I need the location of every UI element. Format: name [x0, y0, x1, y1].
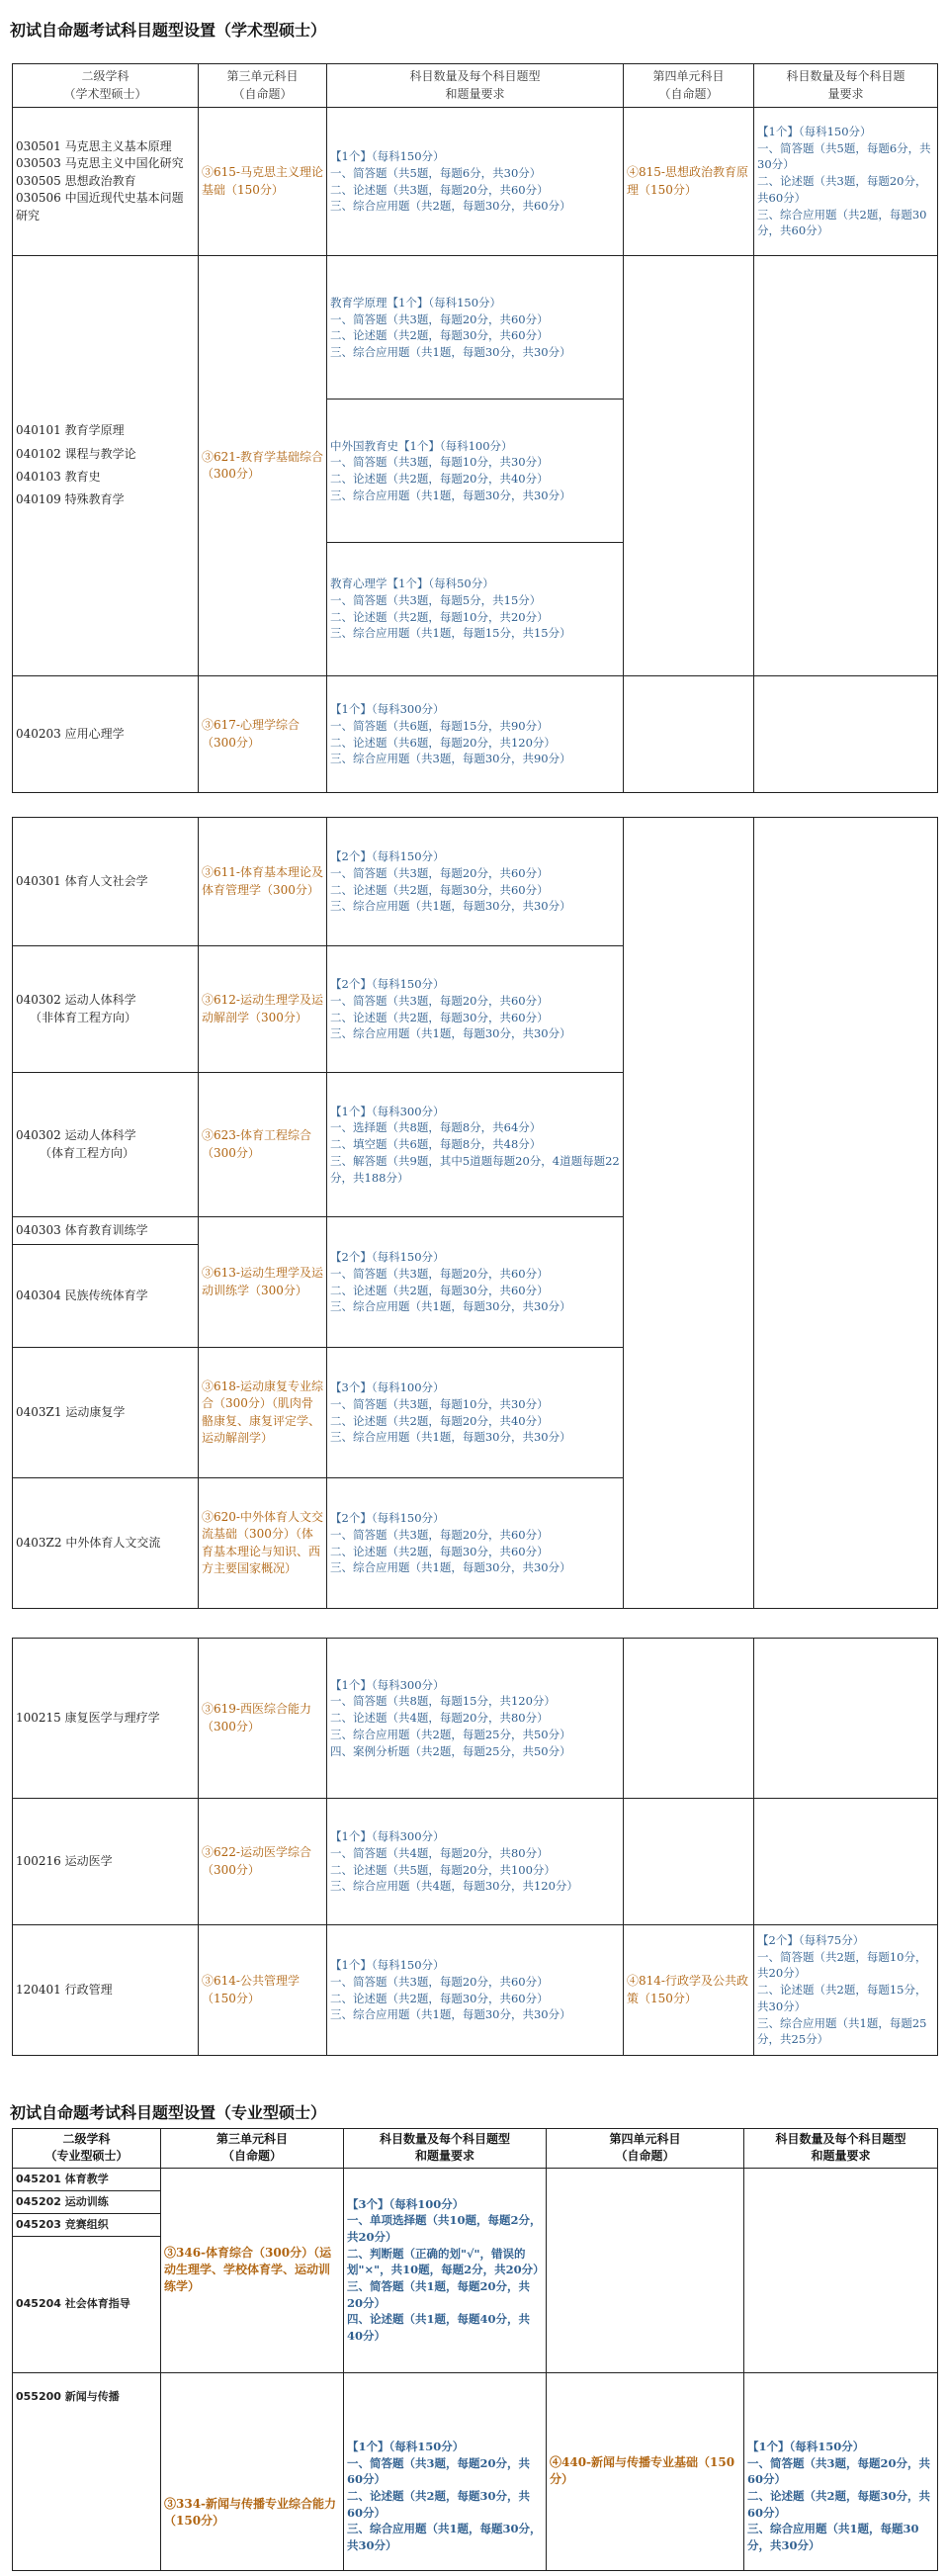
req3-cell: 【2个】（每科150分） 一、简答题（共3题，每题20分，共60分） 二、论述题（共2题，每题30分，共60分） 三、综合应用题（共1题，每题30分，共30分） [327, 1478, 624, 1609]
nested-req-table [327, 257, 623, 675]
discipline-cell: 045202 运动训练 [13, 2190, 161, 2213]
subject3-cell: ③622-运动医学综合（300分） [199, 1799, 327, 1925]
req4-cell: 【1个】（每科150分） 一、简答题（共3题，每题20分，共60分） 二、论述题（共2题，每题30分，共60分） 三、综合应用题（共1题，每题30分，共30分） [744, 2372, 938, 2570]
discipline-cell: 040101 教育学原理 040102 课程与教学论 040103 教育史 040109 特殊教育学 [13, 256, 199, 676]
header-subject3: 第三单元科目 （自命题） [161, 2129, 344, 2169]
header-req3: 科目数量及每个科目题型 和题量要求 [344, 2129, 547, 2169]
header-req3: 科目数量及每个科目题型 和题量要求 [327, 64, 624, 108]
empty-cell [744, 2168, 938, 2372]
empty-cell [624, 1799, 754, 1925]
req-part-edu-history: 中外国教育史【1个】（每科100分） 一、简答题（共3题，每题10分，共30分） 二、论述题（共2题，每题20分，共40分） 三、综合应用题（共1题，每题30分，共30分） [327, 400, 623, 543]
header-discipline: 二级学科 （学术型硕士） [13, 64, 199, 108]
header-discipline: 二级学科 （专业型硕士） [13, 2129, 161, 2169]
discipline-cell: 100216 运动医学 [13, 1799, 199, 1925]
subject4-cell: ④814-行政学及公共政策（150分） [624, 1925, 754, 2056]
req3-cell: 【1个】（每科150分） 一、简答题（共5题，每题6分，共30分） 二、论述题（共3题，每题20分，共60分） 三、综合应用题（共2题，每题30分，共60分） [327, 108, 624, 256]
req3-cell: 【2个】（每科150分） 一、简答题（共3题，每题20分，共60分） 二、论述题（共2题，每题30分，共60分） 三、综合应用题（共1题，每题30分，共30分） [327, 818, 624, 946]
discipline-cell: 040302 运动人体科学 （非体育工程方向） [13, 946, 199, 1073]
discipline-cell: 040304 民族传统体育学 [13, 1245, 199, 1348]
subject3-cell: ③346-体育综合（300分）（运动生理学、学校体育学、运动训练学） [161, 2168, 344, 2372]
empty-cell [754, 1639, 938, 1799]
req3-cell: 【3个】（每科100分） 一、单项选择题（共10题，每题2分，共20分） 二、判断题（正确的划"√"，错误的划"×"，共10题，每题2分，共20分） 三、简答题（共1题，每题20分，共20分） 四、论述题（共1题，每题40分，共40分） [344, 2168, 547, 2372]
header-req4: 科目数量及每个科目题型 和题量要求 [744, 2129, 938, 2169]
header-subject4: 第四单元科目 （自命题） [547, 2129, 744, 2169]
table-row [13, 1639, 938, 1799]
req3-cell: 【3个】（每科100分） 一、简答题（共3题，每题10分，共30分） 二、论述题（共2题，每题20分，共40分） 三、综合应用题（共1题，每题30分，共30分） [327, 1348, 624, 1478]
table-row [13, 2168, 938, 2190]
discipline-cell: 055200 新闻与传播 [13, 2372, 161, 2570]
discipline-cell: 040303 体育教育训练学 [13, 1217, 199, 1245]
academic-table-3 [12, 1638, 938, 2056]
header-req4: 科目数量及每个科目题 量要求 [754, 64, 938, 108]
header-subject3: 第三单元科目 （自命题） [199, 64, 327, 108]
empty-cell [547, 2168, 744, 2372]
req3-cell: 【1个】（每科300分） 一、简答题（共4题，每题20分，共80分） 二、论述题（共5题，每题20分，共100分） 三、综合应用题（共4题，每题30分，共120分） [327, 1799, 624, 1925]
discipline-cell: 0403Z1 运动康复学 [13, 1348, 199, 1478]
discipline-cell: 045203 竞赛组织 [13, 2213, 161, 2236]
empty-cell [754, 676, 938, 793]
req-part-edu-psychology: 教育心理学【1个】（每科50分） 一、简答题（共3题，每题5分，共15分） 二、论述题（共2题，每题10分，共20分） 三、综合应用题（共1题，每题15分，共15分） [330, 577, 571, 641]
req3-cell: 【1个】（每科150分） 一、简答题（共3题，每题20分，共60分） 二、论述题（共2题，每题30分，共60分） 三、综合应用题（共1题，每题30分，共30分） [327, 1925, 624, 2056]
empty-cell [754, 1799, 938, 1925]
table-row [13, 256, 938, 676]
subject3-cell: ③618-运动康复专业综合（300分）（肌肉骨骼康复、康复评定学、运动解剖学） [199, 1348, 327, 1478]
subject3-cell: ③615-马克思主义理论基础（150分） [199, 108, 327, 256]
table-row [13, 676, 938, 793]
empty-cell [624, 818, 754, 1609]
empty-cell [754, 256, 938, 676]
subject3-cell: ③620-中外体育人文交流基础（300分）（体育基本理论与知识、西方主要国家概况） [199, 1478, 327, 1609]
professional-table [12, 2128, 938, 2571]
req4-cell: 【2个】（每科75分） 一、简答题（共2题，每题10分，共20分） 二、论述题（共2题，每题15分，共30分） 三、综合应用题（共1题，每题25分，共25分） [754, 1925, 938, 2056]
table-row [13, 108, 938, 256]
professional-title: 初试自命题考试科目题型设置（专业型硕士） [10, 2103, 327, 2122]
subject3-cell: ③612-运动生理学及运动解剖学（300分） [199, 946, 327, 1073]
empty-cell [754, 818, 938, 1609]
empty-cell [624, 1639, 754, 1799]
req3-cell: 【2个】（每科150分） 一、简答题（共3题，每题20分，共60分） 二、论述题（共2题，每题30分，共60分） 三、综合应用题（共1题，每题30分，共30分） [327, 1217, 624, 1348]
empty-cell [624, 256, 754, 676]
subject3-cell: ③334-新闻与传播专业综合能力（150分） [161, 2372, 344, 2570]
discipline-cell: 040203 应用心理学 [13, 676, 199, 793]
table-row [13, 818, 938, 946]
req3-cell: 【2个】（每科150分） 一、简答题（共3题，每题20分，共60分） 二、论述题（共2题，每题30分，共60分） 三、综合应用题（共1题，每题30分，共30分） [327, 946, 624, 1073]
academic-title: 初试自命题考试科目题型设置（学术型硕士） [10, 21, 327, 40]
req3-cell [327, 256, 624, 676]
discipline-cell: 040302 运动人体科学 （体育工程方向） [13, 1073, 199, 1217]
discipline-cell: 120401 行政管理 [13, 1925, 199, 2056]
subject3-cell: ③621-教育学基础综合（300分） [199, 256, 327, 676]
req3-cell: 【1个】（每科300分） 一、选择题（共8题，每题8分，共64分） 二、填空题（共6题，每题8分，共48分） 三、解答题（共9题，其中5道题每题20分，4道题每题22分，共188分） [327, 1073, 624, 1217]
academic-table-1 [12, 63, 938, 793]
subject3-cell: ③611-体育基本理论及体育管理学（300分） [199, 818, 327, 946]
table-row [13, 1799, 938, 1925]
discipline-cell: 0403Z2 中外体育人文交流 [13, 1478, 199, 1609]
subject3-cell: ③617-心理学综合（300分） [199, 676, 327, 793]
table-row [13, 2372, 938, 2570]
empty-cell [624, 676, 754, 793]
subject3-cell: ③619-西医综合能力（300分） [199, 1639, 327, 1799]
subject3-cell: ③623-体育工程综合（300分） [199, 1073, 327, 1217]
discipline-cell: 040301 体育人文社会学 [13, 818, 199, 946]
req4-cell: 【1个】（每科150分） 一、简答题（共5题，每题6分，共30分） 二、论述题（共3题，每题20分，共60分） 三、综合应用题（共2题，每题30分，共60分） [754, 108, 938, 256]
req3-cell: 【1个】（每科300分） 一、简答题（共6题，每题15分，共90分） 二、论述题（共6题，每题20分，共120分） 三、综合应用题（共3题，每题30分，共90分） [327, 676, 624, 793]
subject4-cell: ④440-新闻与传播专业基础（150分） [547, 2372, 744, 2570]
subject3-cell: ③613-运动生理学及运动训练学（300分） [199, 1217, 327, 1348]
req3-cell: 【1个】（每科150分） 一、简答题（共3题，每题20分，共60分） 二、论述题（共2题，每题30分，共60分） 三、综合应用题（共1题，每题30分，共30分） [344, 2372, 547, 2570]
req-part-edu-principle: 教育学原理【1个】（每科150分） 一、简答题（共3题，每题20分，共60分） 二、论述题（共2题，每题30分，共60分） 三、综合应用题（共1题，每题30分，共30分） [327, 257, 623, 400]
table-row [13, 1925, 938, 2056]
discipline-cell: 030501 马克思主义基本原理 030503 马克思主义中国化研究 030505 思想政治教育 030506 中国近现代史基本问题研究 [13, 108, 199, 256]
discipline-cell: 100215 康复医学与理疗学 [13, 1639, 199, 1799]
discipline-cell: 045204 社会体育指导 [13, 2236, 161, 2372]
header-subject4: 第四单元科目 （自命题） [624, 64, 754, 108]
req3-cell: 【1个】（每科300分） 一、简答题（共8题，每题15分，共120分） 二、论述题（共4题，每题20分，共80分） 三、综合应用题（共2题，每题25分，共50分） 四、案例分析题（共2题，每题25分，共50分） [327, 1639, 624, 1799]
academic-table-2 [12, 817, 938, 1609]
discipline-cell: 045201 体育教学 [13, 2168, 161, 2190]
subject3-cell: ③614-公共管理学（150分） [199, 1925, 327, 2056]
subject4-cell: ④815-思想政治教育原理（150分） [624, 108, 754, 256]
